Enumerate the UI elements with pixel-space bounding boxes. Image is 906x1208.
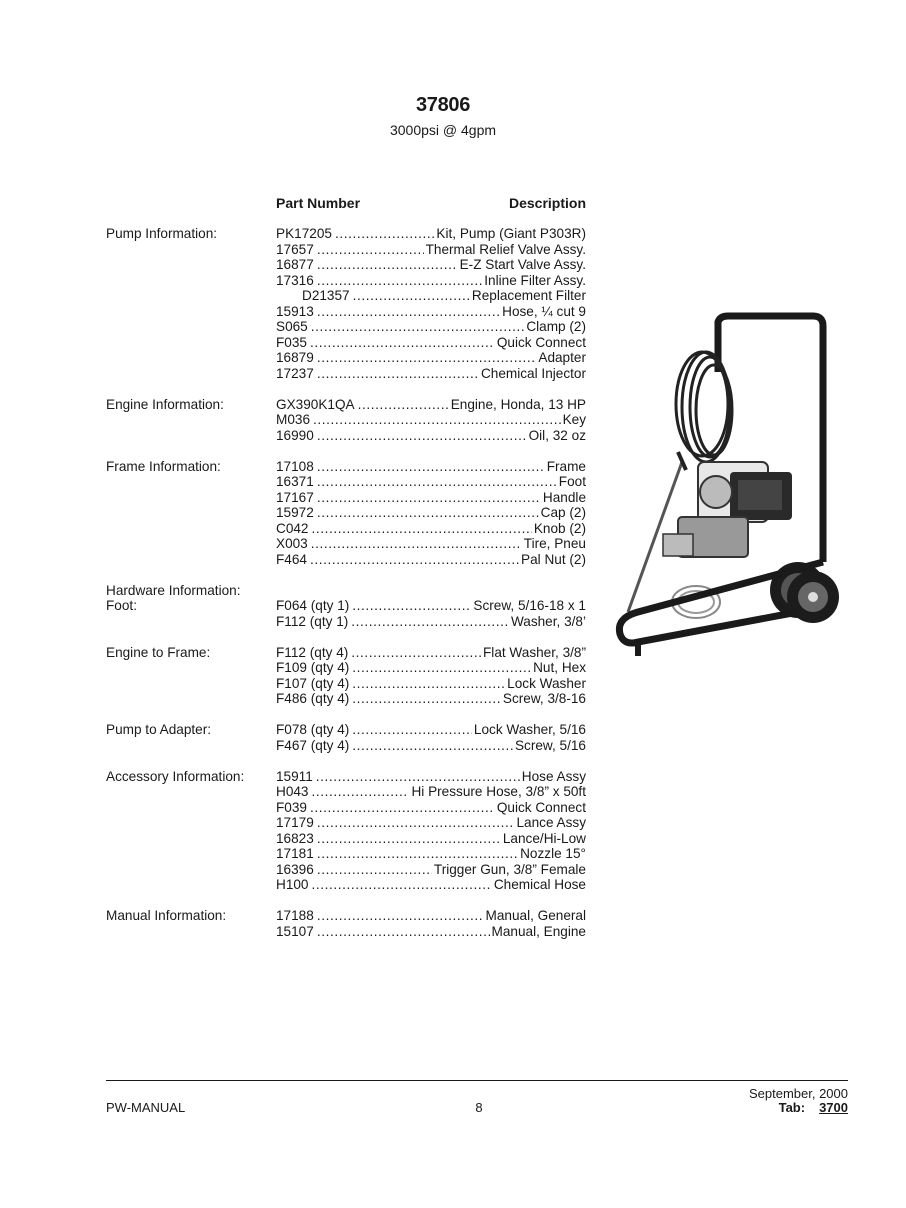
pressure-washer-photo bbox=[608, 312, 840, 664]
dot-leader bbox=[317, 257, 458, 273]
part-entry bbox=[276, 459, 586, 475]
footer-meta bbox=[749, 1087, 848, 1115]
part-description: Lance Assy bbox=[516, 815, 586, 830]
part-entry bbox=[276, 428, 586, 444]
dot-leader bbox=[352, 598, 471, 614]
dot-leader bbox=[311, 536, 522, 552]
dot-leader bbox=[351, 614, 509, 630]
part-description: Frame bbox=[546, 458, 586, 474]
dot-leader bbox=[352, 738, 513, 754]
part-description: Lock Washer bbox=[507, 675, 586, 691]
part-description: Knob (2) bbox=[533, 520, 586, 536]
part-entry bbox=[276, 319, 586, 335]
part-description: Replacement Filter bbox=[471, 288, 586, 303]
part-entry bbox=[276, 226, 586, 242]
part-entry bbox=[276, 815, 586, 831]
dot-leader bbox=[317, 815, 515, 831]
part-description: Trigger Gun, 3/8” Female bbox=[433, 861, 586, 877]
part-row bbox=[106, 428, 606, 444]
part-entry bbox=[276, 738, 586, 754]
part-number: S065 bbox=[276, 319, 308, 334]
part-entry bbox=[276, 335, 586, 351]
dot-leader bbox=[310, 552, 519, 568]
footer-tab-label: Tab: bbox=[778, 1100, 806, 1115]
dot-leader bbox=[353, 288, 470, 304]
parts-list bbox=[106, 226, 606, 955]
part-number: F107 (qty 4) bbox=[276, 675, 350, 691]
part-description: Pal Nut (2) bbox=[521, 551, 586, 567]
part-entry bbox=[276, 257, 586, 273]
column-headers bbox=[276, 195, 586, 211]
part-description: E-Z Start Valve Assy. bbox=[459, 257, 586, 272]
section-label: Accessory Information: bbox=[106, 768, 245, 784]
part-row bbox=[106, 908, 606, 924]
part-row bbox=[106, 722, 606, 738]
part-number: F112 (qty 4) bbox=[276, 644, 349, 660]
dot-leader bbox=[352, 660, 531, 676]
dot-leader bbox=[317, 273, 482, 289]
dot-leader bbox=[317, 924, 490, 940]
part-row bbox=[106, 769, 606, 785]
part-number: F078 (qty 4) bbox=[276, 722, 350, 737]
part-entry bbox=[276, 598, 586, 614]
page-title: 37806 bbox=[415, 94, 471, 116]
part-number: 17108 bbox=[276, 458, 314, 474]
dot-leader bbox=[352, 691, 501, 707]
part-entry bbox=[276, 877, 586, 893]
part-number: F064 (qty 1) bbox=[276, 598, 350, 613]
part-entry bbox=[276, 691, 586, 707]
part-number: 16990 bbox=[276, 427, 314, 443]
part-description: Screw, 5/16 bbox=[514, 737, 586, 753]
part-description: Foot bbox=[558, 474, 586, 489]
part-number: F486 (qty 4) bbox=[276, 691, 350, 706]
part-description: Adapter bbox=[538, 350, 586, 365]
part-number: F112 (qty 1) bbox=[276, 613, 349, 629]
part-row bbox=[106, 474, 606, 490]
part-row bbox=[106, 676, 606, 692]
part-row bbox=[106, 846, 606, 862]
part-number: GX390K1QA bbox=[276, 396, 355, 412]
part-row bbox=[106, 552, 606, 568]
part-number: F035 bbox=[276, 334, 307, 350]
footer-tab bbox=[749, 1101, 848, 1115]
part-entry bbox=[276, 831, 586, 847]
dot-leader bbox=[317, 459, 545, 475]
dot-leader bbox=[317, 428, 527, 444]
part-description: Engine, Honda, 13 HP bbox=[450, 396, 586, 412]
part-description: Hose, ¼ cut 9 bbox=[502, 303, 586, 319]
parts-section bbox=[106, 908, 606, 939]
part-description: Quick Connect bbox=[496, 334, 586, 350]
parts-section bbox=[106, 722, 606, 753]
part-row bbox=[106, 505, 606, 521]
part-description: Thermal Relief Valve Assy. bbox=[425, 241, 586, 257]
part-entry bbox=[276, 769, 586, 785]
part-row bbox=[106, 242, 606, 258]
part-row bbox=[106, 521, 606, 537]
part-row bbox=[106, 691, 606, 707]
part-number: 15107 bbox=[276, 923, 314, 939]
part-row bbox=[106, 459, 606, 475]
part-row bbox=[106, 660, 606, 676]
part-description: Hi Pressure Hose, 3/8” x 50ft bbox=[411, 784, 586, 799]
part-number: 15911 bbox=[276, 768, 313, 784]
part-entry bbox=[276, 490, 586, 506]
part-number: 17188 bbox=[276, 908, 314, 923]
part-number: 16396 bbox=[276, 861, 314, 877]
dot-leader bbox=[352, 676, 505, 692]
dot-leader bbox=[317, 242, 424, 258]
section-label: Manual Information: bbox=[106, 908, 227, 923]
part-entry bbox=[276, 784, 586, 800]
part-row bbox=[106, 366, 606, 382]
part-row bbox=[106, 831, 606, 847]
parts-section bbox=[106, 397, 606, 444]
page-subtitle: 3000psi @ 4gpm bbox=[389, 122, 497, 138]
part-description: Quick Connect bbox=[496, 799, 586, 815]
part-number: F467 (qty 4) bbox=[276, 737, 350, 753]
part-row bbox=[106, 614, 606, 630]
part-number: H043 bbox=[276, 784, 309, 799]
part-entry bbox=[276, 412, 586, 428]
part-number: 16879 bbox=[276, 350, 314, 365]
part-row bbox=[106, 490, 606, 506]
dot-leader bbox=[317, 304, 500, 320]
dot-leader bbox=[311, 319, 525, 335]
part-entry bbox=[276, 722, 586, 738]
part-number: H100 bbox=[276, 877, 309, 892]
part-entry bbox=[276, 800, 586, 816]
part-number: PK17205 bbox=[276, 226, 332, 241]
section-label: Foot: bbox=[106, 598, 137, 613]
part-entry bbox=[276, 397, 586, 413]
part-number: 16877 bbox=[276, 257, 314, 272]
part-number: X003 bbox=[276, 536, 308, 551]
dot-leader bbox=[351, 645, 481, 661]
footer-manual-name: PW-MANUAL bbox=[106, 1100, 186, 1115]
section-label: Pump Information: bbox=[106, 226, 218, 241]
parts-section bbox=[106, 226, 606, 381]
part-row bbox=[106, 583, 606, 599]
part-number: F464 bbox=[276, 551, 307, 567]
part-entry bbox=[276, 924, 586, 940]
parts-section bbox=[106, 645, 606, 707]
parts-section bbox=[106, 583, 606, 630]
part-description: Kit, Pump (Giant P303R) bbox=[436, 226, 586, 241]
part-number: 17167 bbox=[276, 489, 314, 505]
dot-leader bbox=[352, 722, 472, 738]
part-description: Inline Filter Assy. bbox=[484, 272, 586, 288]
parts-section bbox=[106, 769, 606, 893]
part-row bbox=[106, 350, 606, 366]
part-row bbox=[106, 800, 606, 816]
part-entry bbox=[276, 846, 586, 862]
part-number: M036 bbox=[276, 412, 311, 427]
wheel-front bbox=[787, 571, 839, 623]
part-number: 16823 bbox=[276, 830, 314, 846]
part-entry bbox=[276, 350, 586, 366]
part-number: 15913 bbox=[276, 303, 314, 319]
part-number: 17181 bbox=[276, 846, 314, 861]
part-entry bbox=[276, 908, 586, 924]
part-entry bbox=[276, 505, 586, 521]
part-number: 15972 bbox=[276, 505, 314, 520]
part-entry bbox=[276, 614, 586, 630]
part-description: Flat Washer, 3/8” bbox=[483, 644, 586, 660]
dot-leader bbox=[317, 862, 432, 878]
part-description: Screw, 3/8-16 bbox=[502, 691, 586, 706]
part-number: 17237 bbox=[276, 365, 314, 381]
part-description: Handle bbox=[542, 489, 586, 505]
section-label: Frame Information: bbox=[106, 458, 221, 474]
dot-leader bbox=[310, 335, 495, 351]
part-row bbox=[106, 288, 606, 304]
part-entry bbox=[276, 645, 586, 661]
footer-date: September, 2000 bbox=[748, 1086, 848, 1101]
dot-leader bbox=[317, 846, 518, 862]
footer-tab-value: 3700 bbox=[819, 1100, 848, 1115]
part-description: Clamp (2) bbox=[526, 319, 586, 334]
dot-leader bbox=[317, 474, 557, 490]
part-row bbox=[106, 815, 606, 831]
dot-leader bbox=[317, 831, 501, 847]
part-row bbox=[106, 877, 606, 893]
part-entry bbox=[276, 521, 586, 537]
dot-leader bbox=[310, 800, 495, 816]
part-row bbox=[106, 536, 606, 552]
part-row bbox=[106, 335, 606, 351]
part-description: Lock Washer, 5/16 bbox=[473, 722, 586, 737]
part-number: 17179 bbox=[276, 815, 314, 830]
part-description: Nut, Hex bbox=[533, 660, 586, 675]
part-entry bbox=[276, 552, 586, 568]
part-description: Nozzle 15° bbox=[520, 846, 586, 861]
part-description: Key bbox=[562, 412, 586, 427]
part-row bbox=[106, 304, 606, 320]
part-entry bbox=[276, 288, 586, 304]
part-description: Manual, General bbox=[485, 908, 586, 923]
dot-leader bbox=[317, 505, 539, 521]
part-row bbox=[106, 257, 606, 273]
part-row bbox=[106, 738, 606, 754]
part-row bbox=[106, 412, 606, 428]
part-entry bbox=[276, 242, 586, 258]
part-description: Manual, Engine bbox=[491, 923, 586, 939]
description-header: Description bbox=[508, 195, 586, 211]
part-number: C042 bbox=[276, 520, 309, 536]
section-label: Engine to Frame: bbox=[106, 644, 211, 660]
part-entry bbox=[276, 660, 586, 676]
part-number-header: Part Number bbox=[276, 195, 361, 211]
part-number: 16371 bbox=[276, 474, 314, 489]
part-row bbox=[106, 319, 606, 335]
part-entry bbox=[276, 862, 586, 878]
part-row bbox=[106, 645, 606, 661]
dot-leader bbox=[312, 877, 492, 893]
dot-leader bbox=[317, 350, 537, 366]
dot-leader bbox=[313, 412, 561, 428]
part-description: Washer, 3/8’ bbox=[510, 613, 586, 629]
part-number: 17657 bbox=[276, 241, 314, 257]
dot-leader bbox=[317, 490, 541, 506]
dot-leader bbox=[335, 226, 434, 242]
section-label: Pump to Adapter: bbox=[106, 722, 212, 737]
part-description: Oil, 32 oz bbox=[528, 427, 586, 443]
part-description: Chemical Injector bbox=[480, 365, 586, 381]
dot-leader bbox=[312, 784, 410, 800]
part-entry bbox=[276, 536, 586, 552]
dot-leader bbox=[358, 397, 449, 413]
part-entry bbox=[276, 273, 586, 289]
part-entry bbox=[276, 304, 586, 320]
part-description: Hose Assy bbox=[521, 768, 586, 784]
section-label: Engine Information: bbox=[106, 396, 224, 412]
part-number: F109 (qty 4) bbox=[276, 660, 350, 675]
part-entry bbox=[276, 474, 586, 490]
part-number: D21357 bbox=[302, 288, 350, 303]
dot-leader bbox=[317, 908, 484, 924]
footer-divider bbox=[106, 1080, 848, 1081]
parts-section bbox=[106, 459, 606, 568]
part-row bbox=[106, 784, 606, 800]
dot-leader bbox=[312, 521, 532, 537]
part-row bbox=[106, 862, 606, 878]
part-row bbox=[106, 598, 606, 614]
part-row bbox=[106, 226, 606, 242]
part-description: Screw, 5/16-18 x 1 bbox=[473, 598, 586, 613]
part-row bbox=[106, 273, 606, 289]
part-number: 17316 bbox=[276, 272, 314, 288]
part-entry bbox=[276, 676, 586, 692]
part-number: F039 bbox=[276, 799, 307, 815]
part-row bbox=[106, 924, 606, 940]
section-label: Hardware Information: bbox=[106, 582, 241, 598]
part-description: Lance/Hi-Low bbox=[502, 830, 586, 846]
dot-leader bbox=[316, 769, 520, 785]
part-entry bbox=[276, 366, 586, 382]
part-description: Tire, Pneu bbox=[523, 536, 586, 551]
page-number: 8 bbox=[475, 1100, 483, 1115]
dot-leader bbox=[317, 366, 479, 382]
part-row bbox=[106, 397, 606, 413]
part-description: Chemical Hose bbox=[493, 877, 586, 892]
part-description: Cap (2) bbox=[540, 505, 586, 520]
